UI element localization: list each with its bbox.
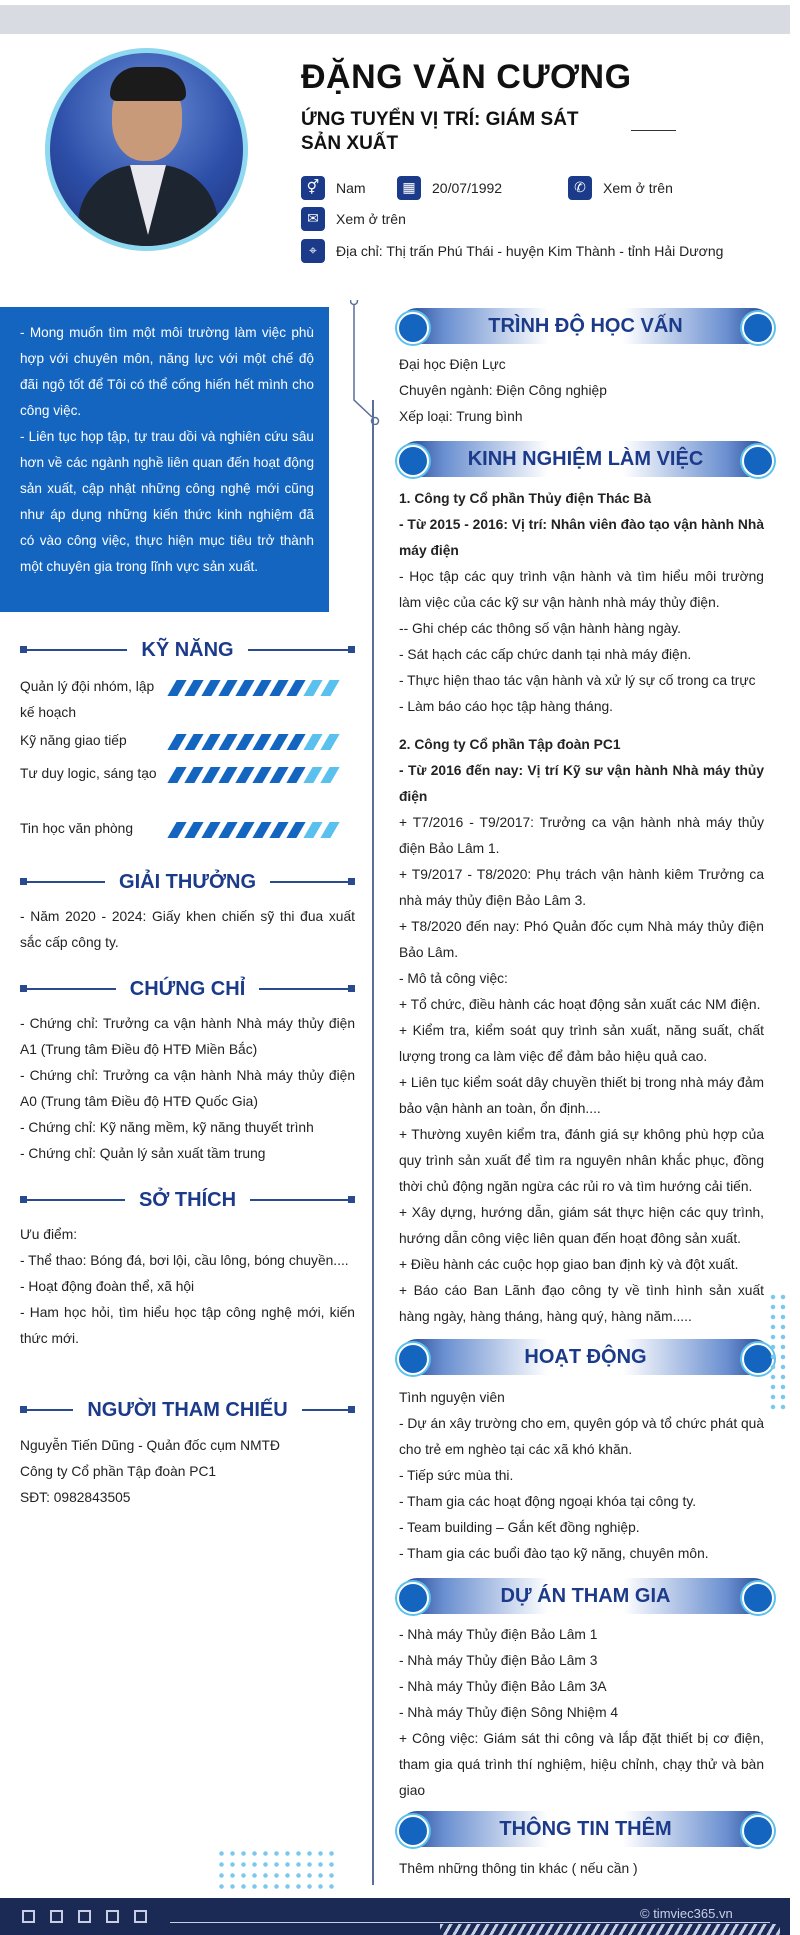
email-text: Xem ở trên — [336, 211, 406, 227]
awards-heading: GIẢI THƯỞNG — [20, 870, 355, 894]
hobbies-heading: SỞ THÍCH — [20, 1188, 355, 1212]
hobbies-text: Ưu điểm: - Thể thao: Bóng đá, bơi lội, cầu lông, bóng chuyền.... - Hoạt động đoàn thể, xã hội - Ham học hỏi, tìm hiểu học tập công nghệ mới, kiến thức mới. — [20, 1227, 355, 1346]
gender-info — [301, 175, 366, 201]
skill-label: Tư duy logic, sáng tạo — [20, 766, 157, 781]
career-objective — [0, 307, 329, 612]
skill-bar — [172, 822, 342, 838]
more-info-text: Thêm những thông tin khác ( nếu cần ) — [399, 1861, 638, 1876]
experience-heading: KINH NGHIỆM LÀM VIỆC — [399, 441, 772, 477]
birthday-info — [397, 175, 502, 201]
activities-text: Tình nguyện viên - Dự án xây trường cho em, quyên góp và tổ chức phát quà cho trẻ em nghèo tại các xã khó khăn. - Tiếp sức mùa thi. - Tham gia các hoạt động ngoại khóa tại công ty. - Team building – Gắn kết đồng nghiệp. - Tham gia các buổi đào tạo kỹ năng, chuyên môn. — [399, 1390, 765, 1561]
skill-label: Kỹ năng giao tiếp — [20, 733, 127, 748]
education-heading: TRÌNH ĐỘ HỌC VẤN — [399, 308, 772, 344]
references-text: Nguyễn Tiến Dũng - Quản đốc cụm NMTĐ Công ty Cổ phần Tập đoàn PC1 SĐT: 0982843505 — [20, 1438, 280, 1505]
job-position: ỨNG TUYỂN VỊ TRÍ: GIÁM SÁT SẢN XUẤT — [301, 109, 579, 154]
dots-decoration — [768, 1292, 788, 1412]
address-text: Địa chỉ: Thị trấn Phú Thái - huyện Kim Thành - tỉnh Hải Dương — [336, 243, 724, 259]
birthday-text: 20/07/1992 — [432, 180, 503, 196]
phone-icon: ✆ — [568, 176, 592, 200]
dots-decoration — [216, 1848, 336, 1890]
email-info — [301, 206, 406, 232]
skill-item — [20, 816, 355, 866]
skill-label: Tin học văn phòng — [20, 821, 134, 836]
education-text: Đại học Điện Lực Chuyên ngành: Điện Công nghiệp Xếp loại: Trung bình — [399, 357, 607, 424]
avatar — [45, 48, 248, 251]
gender-text: Nam — [336, 180, 366, 196]
address-info — [301, 238, 723, 264]
location-icon: ⌖ — [301, 239, 325, 263]
top-bar — [0, 5, 790, 34]
objective-paragraph: - Liên tục họp tập, tự trau dồi và nghiên cứu sâu hơn về các ngành nghề liên quan đến hoạt động sản xuất, cập nhật những công nghệ mới cũng như áp dụng những kiến thức kinh nghiệm đã có vào công việc, thực hiện mục tiêu trở thành một chuyên gia trong lĩnh vực sản xuất. — [20, 429, 314, 574]
certificates-heading: CHỨNG CHỈ — [20, 977, 355, 1001]
projects-text: - Nhà máy Thủy điện Bảo Lâm 1 - Nhà máy Thủy điện Bảo Lâm 3 - Nhà máy Thủy điện Bảo Lâm 3A - Nhà máy Thủy điện Sông Nhiệm 4 + Công việc: Giám sát thi công và lắp đặt thiết bị cơ điện, tham gia quá trình thí nghiệm, hiệu chỉnh, chạy thử và bàn giao — [399, 1627, 764, 1798]
projects-heading: DỰ ÁN THAM GIA — [399, 1578, 772, 1614]
candidate-name: ĐẶNG VĂN CƯƠNG — [301, 58, 632, 96]
timeline-connector — [350, 300, 380, 425]
objective-paragraph: - Mong muốn tìm một môi trường làm việc phù hợp với chuyên môn, năng lực với một chế độ đãi ngộ tốt để Tôi có thể cống hiến hết mình cho công việc. — [20, 325, 314, 418]
mail-icon: ✉ — [301, 207, 325, 231]
watermark: © timviec365.vn — [640, 1906, 733, 1921]
skills-heading: KỸ NĂNG — [20, 638, 355, 662]
experience-text: 1. Công ty Cổ phần Thủy điện Thác Bà - Từ 2015 - 2016: Vị trí: Nhân viên đào tạo vận hành Nhà máy điện - Học tập các quy trình vận hành và tìm hiểu môi trường làm việc của các kỹ sư vận hành nhà máy thủy điện. -- Ghi chép các thông số vận hành hàng ngày. - Sát hạch các cấp chức danh tại nhà máy điện. - Thực hiện thao tác vận hành và xử lý sự cố trong ca trực - Làm báo cáo học tập hàng tháng. 2. Công ty Cổ phần Tập đoàn PC1 - Từ 2016 đến nay: Vị trí Kỹ sư vận hành Nhà máy thủy điện + T7/2016 - T9/2017: Trưởng ca vận hành nhà máy thủy điện Bảo Lâm 1. + T9/2017 - T8/2020: Phụ trách vận hành kiêm Trưởng ca nhà máy thủy điện Bảo Lâm 3. + T8/2020 đến nay: Phó Quản đốc cụm Nhà máy thủy điện Bảo Lâm. - Mô tả công việc: + Tổ chức, điều hành các hoạt động sản xuất các NM điện. + Kiểm tra, kiểm soát quy trình sản xuất, năng suất, chất lượng trong ca làm việc để đảm bảo hiệu quả cao. + Liên tục kiểm soát dây chuyền thiết bị trong nhà máy đảm bảo vận hành an toàn, ổn định.... + Thường xuyên kiểm tra, đánh giá sự không phù hợp của quy trình sản xuất để tìm ra nguyên nhân khắc phục, đồng thời chủ động ngăn ngừa các rủi ro và tìm hướng cải tiến. + Xây dựng, hướng dẫn, giám sát thực hiện các quy trình, hướng dẫn công việc liên quan đến hoạt đông sản xuất. + Điều hành các cuộc họp giao ban định kỳ và đột xuất. + Báo cáo Ban Lãnh đạo công ty về tình hình sản xuất hàng ngày, hàng tháng, hàng quý, hàng năm..... — [399, 491, 764, 1324]
gender-icon: ⚥ — [301, 176, 325, 200]
skill-bar — [172, 680, 342, 696]
calendar-icon: ▦ — [397, 176, 421, 200]
skill-bar — [172, 734, 342, 750]
references-heading: NGƯỜI THAM CHIẾU — [20, 1398, 355, 1422]
skill-item — [20, 761, 355, 811]
skill-label: Quản lý đội nhóm, lập kế hoạch — [20, 679, 155, 720]
awards-text: - Năm 2020 - 2024: Giấy khen chiến sỹ thi đua xuất sắc cấp công ty. — [20, 909, 355, 950]
position-divider — [631, 130, 676, 131]
phone-text: Xem ở trên — [603, 180, 673, 196]
skill-item — [20, 674, 355, 724]
certificates-text: - Chứng chỉ: Trưởng ca vận hành Nhà máy thủy điện A1 (Trung tâm Điều độ HTĐ Miền Bắc) - Chứng chỉ: Trưởng ca vận hành Nhà máy thủy điện A0 (Trung tâm Điều độ HTĐ Quốc Gia) - Chứng chỉ: Kỹ năng mềm, kỹ năng thuyết trình - Chứng chỉ: Quản lý sản xuất tầm trung — [20, 1016, 355, 1161]
more-info-heading: THÔNG TIN THÊM — [399, 1811, 772, 1847]
phone-info — [568, 175, 673, 201]
activities-heading: HOẠT ĐỘNG — [399, 1339, 772, 1375]
skill-bar — [172, 767, 342, 783]
timeline-line — [372, 400, 374, 1885]
